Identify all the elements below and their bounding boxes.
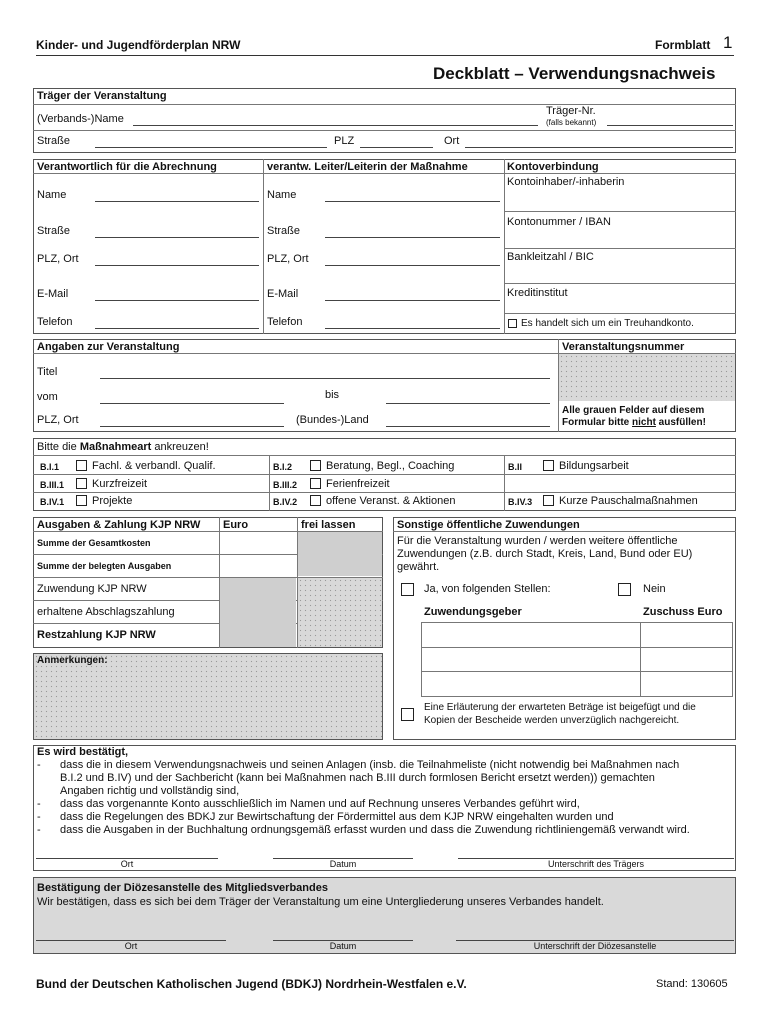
traeger-heading: Träger der Veranstaltung — [37, 90, 167, 102]
massnahme-label: Bildungsarbeit — [559, 460, 629, 472]
massnahme-checkbox-bi1[interactable] — [76, 460, 87, 471]
leiter-name-label: Name — [267, 189, 297, 201]
grey-note-line2: Formular bitte nicht ausfüllen! — [562, 417, 706, 428]
veranstaltung-plz-field[interactable] — [100, 426, 284, 427]
sonstige-text: Zuwendungen (z.B. durch Stadt, Kreis, Land, Bund oder EU) — [397, 548, 693, 560]
grey-note-line1: Alle grauen Felder auf diesem — [562, 405, 705, 416]
nein-checkbox[interactable] — [618, 583, 631, 596]
massnahme-label: Kurzfreizeit — [92, 478, 148, 490]
massnahme-code: B.I.1 — [40, 462, 60, 472]
leiter-plz-field[interactable] — [325, 265, 500, 266]
anmerkungen-label: Anmerkungen: — [37, 655, 108, 666]
massnahme-checkbox-biii2[interactable] — [310, 478, 321, 489]
nein-label: Nein — [643, 583, 666, 595]
massnahme-label: Kurze Pauschalmaßnahmen — [559, 495, 698, 507]
frei-lassen-dotted-cells — [298, 578, 382, 647]
anmerkungen-grey-field — [34, 654, 382, 739]
unterschrift-traeger-caption: Unterschrift des Trägers — [547, 859, 645, 869]
massnahme-checkbox-biv3[interactable] — [543, 495, 554, 506]
leiter-strasse-label: Straße — [267, 225, 301, 237]
dioezese-datum-caption: Datum — [329, 941, 357, 951]
veranstaltungsnummer-heading: Veranstaltungsnummer — [562, 341, 685, 353]
euro-grey-cells — [220, 578, 296, 647]
zuschuss-input-1[interactable] — [641, 623, 732, 646]
massnahme-label: Beratung, Begl., Coaching — [326, 460, 455, 472]
leiter-plz-label: PLZ, Ort — [267, 253, 309, 265]
erlaeuterung-checkbox[interactable] — [401, 708, 414, 721]
abrechnung-plz-label: PLZ, Ort — [37, 253, 79, 265]
massnahme-code: B.III.2 — [273, 480, 298, 490]
veranstaltung-heading: Angaben zur Veranstaltung — [37, 341, 180, 353]
massnahme-label: Projekte — [92, 495, 133, 507]
traeger-name-label: (Verbands-)Name — [37, 113, 124, 125]
treuhand-label: Es handelt sich um ein Treuhandkonto. — [521, 318, 694, 329]
vom-label: vom — [37, 391, 58, 403]
konto-institut-label: Kreditinstitut — [507, 287, 568, 299]
table-row-label: Restzahlung KJP NRW — [37, 629, 156, 641]
zuwendungsgeber-heading: Zuwendungsgeber — [424, 606, 522, 618]
ausgaben-col-heading: Ausgaben & Zahlung KJP NRW — [37, 519, 201, 531]
leiter-name-field[interactable] — [325, 201, 500, 202]
leiter-telefon-field[interactable] — [325, 328, 500, 329]
bis-field[interactable] — [386, 403, 550, 404]
treuhand-checkbox[interactable] — [508, 319, 517, 328]
abrechnung-email-field[interactable] — [95, 300, 259, 301]
abrechnung-heading: Verantwortlich für die Abrechnung — [37, 161, 217, 173]
bestaetigung-line: dass die Ausgaben in der Buchhaltung ordnungsgemäß erfasst wurden und dass die Zuwendung richtliniengemäß verwandt wird. — [60, 824, 690, 836]
header-program: Kinder- und Jugendförderplan NRW — [36, 38, 241, 52]
dioezese-text: Wir bestätigen, dass es sich bei dem Träger der Veranstaltung um eine Untergliederung unseres Verbandes handelt. — [37, 896, 604, 908]
veranstaltung-plz-label: PLZ, Ort — [37, 414, 79, 426]
massnahmeart-heading: Bitte die Maßnahmeart ankreuzen! — [37, 441, 209, 453]
leiter-heading: verantw. Leiter/Leiterin der Maßnahme — [267, 161, 468, 173]
massnahme-checkbox-biii1[interactable] — [76, 478, 87, 489]
konto-heading: Kontoverbindung — [507, 161, 599, 173]
dioezese-ort-caption: Ort — [124, 941, 138, 951]
dioezese-unterschrift-caption: Unterschrift der Diözesanstelle — [533, 941, 657, 951]
abrechnung-telefon-label: Telefon — [37, 316, 73, 328]
frei-lassen-col-heading: frei lassen — [301, 519, 356, 531]
bestaetigung-heading: Es wird bestätigt, — [37, 746, 129, 758]
massnahme-code: B.III.1 — [40, 480, 65, 490]
bestaetigung-line: B.I.2 und B.IV) und der Sachbericht (kann bei Maßnahmen nach B.III durch formlosen Bericht ersetzt werden)) gemachten — [60, 772, 655, 784]
sonstige-text: gewährt. — [397, 561, 440, 573]
abrechnung-name-label: Name — [37, 189, 67, 201]
page-title: Deckblatt – Verwendungsnachweis — [433, 64, 716, 83]
table-row-label: erhaltene Abschlagszahlung — [37, 606, 175, 618]
abrechnung-section — [33, 159, 736, 334]
footer-stand: Stand: 130605 — [656, 978, 728, 990]
massnahme-label: Ferienfreizeit — [326, 478, 390, 490]
massnahme-checkbox-biv1[interactable] — [76, 495, 87, 506]
header-divider — [36, 55, 734, 56]
sonstige-text: Für die Veranstaltung wurden / werden weitere öffentliche — [397, 535, 678, 547]
leiter-telefon-label: Telefon — [267, 316, 303, 328]
ja-label: Ja, von folgenden Stellen: — [424, 583, 551, 595]
table-row-label: Summe der Gesamtkosten — [37, 538, 151, 548]
traeger-nr-label: Träger-Nr. — [546, 105, 596, 117]
traeger-strasse-field[interactable] — [95, 147, 327, 148]
euro-input-belegte-ausgaben[interactable] — [220, 555, 296, 577]
titel-label: Titel — [37, 366, 58, 378]
abrechnung-name-field[interactable] — [95, 201, 259, 202]
massnahme-checkbox-bi2[interactable] — [310, 460, 321, 471]
ja-checkbox[interactable] — [401, 583, 414, 596]
massnahme-label: Fachl. & verbandl. Qualif. — [92, 460, 216, 472]
zuschuss-heading: Zuschuss Euro — [643, 606, 723, 618]
konto-inhaber-label: Kontoinhaber/-inhaberin — [507, 176, 625, 188]
land-label: (Bundes-)Land — [296, 414, 369, 426]
massnahme-code: B.I.2 — [273, 462, 293, 472]
vom-field[interactable] — [100, 403, 284, 404]
konto-bic-label: Bankleitzahl / BIC — [507, 251, 594, 263]
traeger-name-field[interactable] — [133, 125, 538, 126]
traeger-plz-field[interactable] — [360, 147, 433, 148]
massnahme-label: offene Veranst. & Aktionen — [326, 495, 456, 507]
massnahme-code: B.II — [508, 462, 523, 472]
abrechnung-strasse-label: Straße — [37, 225, 71, 237]
traeger-strasse-label: Straße — [37, 135, 71, 147]
massnahme-code: B.IV.3 — [508, 497, 533, 507]
massnahme-code: B.IV.2 — [273, 497, 298, 507]
table-row-label: Zuwendung KJP NRW — [37, 583, 147, 595]
massnahme-code: B.IV.1 — [40, 497, 65, 507]
bestaetigung-line: dass die Regelungen des BDKJ zur Bewirtschaftung der Fördermittel aus dem KJP NRW eingehalten wurden und — [60, 811, 614, 823]
abrechnung-plz-field[interactable] — [95, 265, 259, 266]
bis-label: bis — [325, 389, 340, 401]
traeger-plz-label: PLZ — [334, 135, 355, 147]
header-formblatt: Formblatt — [655, 38, 711, 52]
footer-org: Bund der Deutschen Katholischen Jugend (BDKJ) Nordrhein-Westfalen e.V. — [36, 977, 467, 991]
leiter-email-field[interactable] — [325, 300, 500, 301]
bestaetigung-line: dass das vorgenannte Konto ausschließlich im Namen und auf Rechnung unseres Verbandes geführt wird, — [60, 798, 580, 810]
euro-input-gesamtkosten[interactable] — [220, 532, 296, 554]
erlaeuterung-text: Eine Erläuterung der erwarteten Beträge ist beigefügt und die — [424, 702, 696, 713]
traeger-ort-label: Ort — [444, 135, 460, 147]
abrechnung-email-label: E-Mail — [37, 288, 69, 300]
datum-caption: Datum — [329, 859, 357, 869]
bestaetigung-line: dass die in diesem Verwendungsnachweis und seinen Anlagen (insb. die Teilnahmeliste (nicht notwendig bei Maßnahmen nach — [60, 759, 680, 771]
land-field[interactable] — [386, 426, 550, 427]
frei-lassen-grey-cells — [298, 532, 382, 576]
erlaeuterung-text: Kopien der Bescheide werden unverzüglich nachgereicht. — [424, 715, 680, 726]
leiter-strasse-field[interactable] — [325, 237, 500, 238]
dioezese-heading: Bestätigung der Diözesanstelle des Mitgliedsverbandes — [37, 882, 328, 894]
massnahme-checkbox-biv2[interactable] — [310, 495, 321, 506]
veranstaltungsnummer-grey-field — [559, 354, 735, 401]
ort-caption: Ort — [120, 859, 134, 869]
euro-col-heading: Euro — [223, 519, 249, 531]
header-formblatt-number: 1 — [723, 33, 733, 52]
traeger-nr-hint: (falls bekannt) — [546, 118, 597, 127]
titel-field[interactable] — [100, 378, 550, 379]
traeger-nr-field[interactable] — [607, 125, 733, 126]
zuwendungsgeber-input-1[interactable] — [422, 623, 639, 646]
leiter-email-label: E-Mail — [267, 288, 299, 300]
massnahme-checkbox-bii[interactable] — [543, 460, 554, 471]
bestaetigung-line: Angaben richtig und vollständig sind, — [60, 785, 240, 797]
abrechnung-telefon-field[interactable] — [95, 328, 259, 329]
abrechnung-strasse-field[interactable] — [95, 237, 259, 238]
traeger-ort-field[interactable] — [465, 147, 733, 148]
konto-iban-label: Kontonummer / IBAN — [507, 216, 611, 228]
sonstige-heading: Sonstige öffentliche Zuwendungen — [397, 519, 580, 531]
table-row-label: Summe der belegten Ausgaben — [37, 561, 172, 571]
